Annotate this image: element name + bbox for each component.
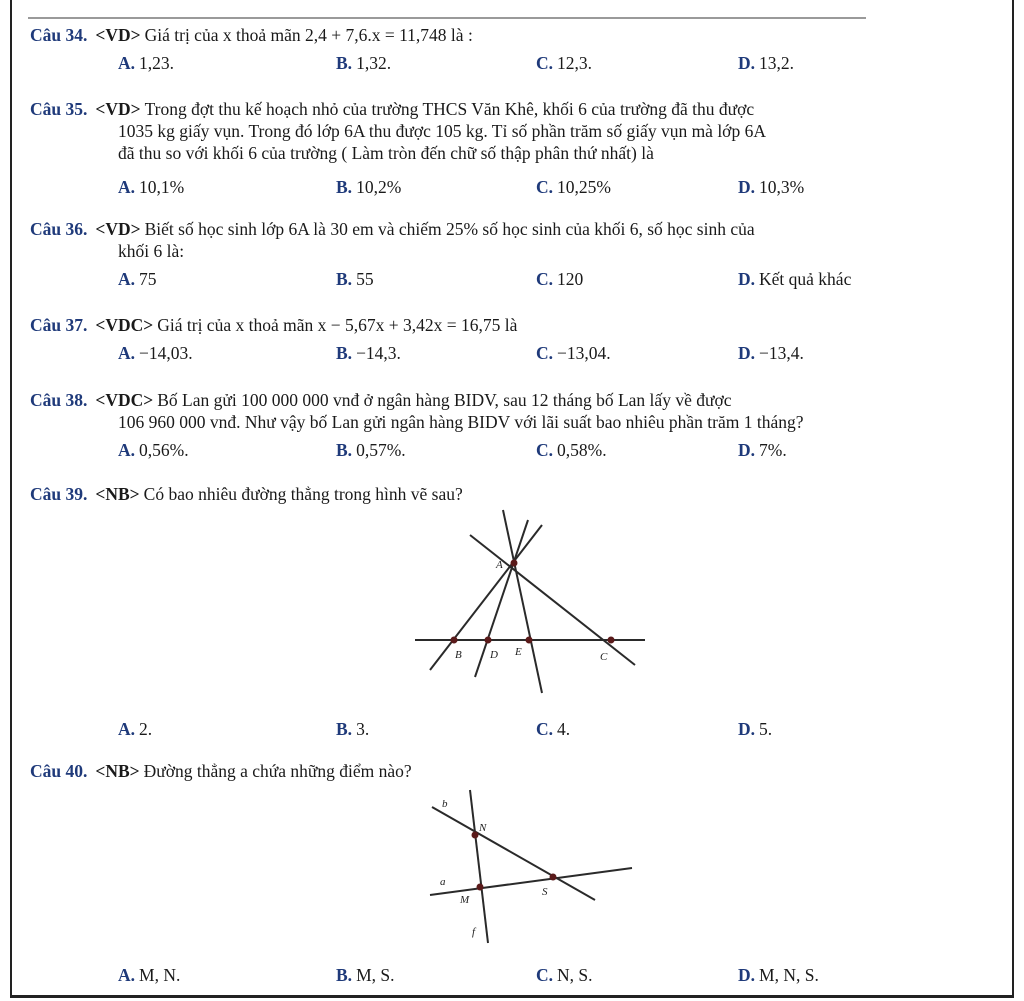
question-text: Giá trị của x thoả mãn 2,4 + 7,6.x = 11,748 là : xyxy=(144,25,473,45)
label-b: b xyxy=(442,798,448,810)
label-m: M xyxy=(460,894,470,906)
question-text: Đường thẳng a chứa những điểm nào? xyxy=(143,761,412,781)
line-b xyxy=(432,807,595,900)
option-a[interactable]: A. 10,1% xyxy=(118,177,185,197)
point-a xyxy=(511,560,518,567)
option-b[interactable]: B. −14,3. xyxy=(336,343,401,363)
point-c xyxy=(608,637,615,644)
question-number: Câu 36. xyxy=(30,219,88,239)
question-36 xyxy=(30,218,960,262)
option-a[interactable]: A. 75 xyxy=(118,269,157,289)
option-a[interactable]: A. 1,23. xyxy=(118,53,175,73)
question-number: Câu 34. xyxy=(30,25,88,45)
options-36 xyxy=(118,269,938,291)
option-c[interactable]: C. −13,04. xyxy=(536,343,611,363)
option-a[interactable]: A. −14,03. xyxy=(118,343,193,363)
question-level: <VDC> xyxy=(95,315,154,335)
option-a[interactable]: A. 2. xyxy=(118,719,153,739)
question-34 xyxy=(30,24,960,46)
option-d[interactable]: D. M, N, S. xyxy=(738,965,819,985)
question-text: Trong đợt thu kế hoạch nhỏ của trường THCS Văn Khê, khối 6 của trường đã thu được xyxy=(144,99,755,119)
label-e: E xyxy=(515,646,522,658)
option-b[interactable]: B. M, S. xyxy=(336,965,395,985)
figure-40 xyxy=(420,785,640,950)
question-39 xyxy=(30,483,960,505)
point-b xyxy=(451,637,458,644)
label-d: D xyxy=(490,649,498,661)
option-c[interactable]: C. 10,25% xyxy=(536,177,611,197)
option-d[interactable]: D. 10,3% xyxy=(738,177,805,197)
label-a: A xyxy=(496,559,503,571)
option-c[interactable]: C. 4. xyxy=(536,719,571,739)
option-b[interactable]: B. 10,2% xyxy=(336,177,402,197)
option-c[interactable]: C. 0,58%. xyxy=(536,440,607,460)
options-37 xyxy=(118,343,938,365)
question-level: <VD> xyxy=(95,99,141,119)
point-m xyxy=(477,884,484,891)
option-a[interactable]: A. M, N. xyxy=(118,965,181,985)
option-d[interactable]: D. 5. xyxy=(738,719,773,739)
question-text: Giá trị của x thoả mãn x − 5,67x + 3,42x = 16,75 là xyxy=(157,315,518,335)
point-d xyxy=(485,637,492,644)
question-38 xyxy=(30,389,960,433)
option-b[interactable]: B. 3. xyxy=(336,719,370,739)
top-rule xyxy=(28,17,866,19)
option-d[interactable]: D. 13,2. xyxy=(738,53,795,73)
question-number: Câu 38. xyxy=(30,390,88,410)
options-34 xyxy=(118,53,938,75)
point-n xyxy=(472,832,479,839)
options-40 xyxy=(118,965,938,987)
question-level: <NB> xyxy=(95,484,140,504)
question-text: Biết số học sinh lớp 6A là 30 em và chiếm 25% số học sinh của khối 6, số học sinh của xyxy=(144,219,755,239)
question-number: Câu 35. xyxy=(30,99,88,119)
option-c[interactable]: C. N, S. xyxy=(536,965,593,985)
point-s xyxy=(550,874,557,881)
line-f xyxy=(470,790,488,943)
options-38 xyxy=(118,440,938,462)
option-a[interactable]: A. 0,56%. xyxy=(118,440,189,460)
figure-39 xyxy=(400,505,660,700)
option-d[interactable]: D. 7%. xyxy=(738,440,787,460)
question-text-cont: 1035 kg giấy vụn. Trong đó lớp 6A thu được 105 kg. Tỉ số phần trăm số giấy vụn mà lớp 6A đã thu so với khối 6 của trường ( Làm tròn đến chữ số thập phân thứ nhất) là xyxy=(118,121,766,163)
label-n: N xyxy=(479,822,487,834)
question-level: <VD> xyxy=(95,25,141,45)
option-b[interactable]: B. 0,57%. xyxy=(336,440,406,460)
question-level: <VD> xyxy=(95,219,141,239)
option-b[interactable]: B. 55 xyxy=(336,269,374,289)
label-b: B xyxy=(455,649,462,661)
question-number: Câu 37. xyxy=(30,315,88,335)
label-f: f xyxy=(472,926,476,938)
label-a: a xyxy=(440,876,446,888)
option-d[interactable]: D. −13,4. xyxy=(738,343,804,363)
question-text-cont: 106 960 000 vnđ. Như vậy bố Lan gửi ngân hàng BIDV với lãi suất bao nhiêu phần trăm 1 tháng? xyxy=(118,412,804,432)
line-a xyxy=(430,868,632,895)
question-40 xyxy=(30,760,960,782)
option-d[interactable]: D. Kết quả khác xyxy=(738,269,852,289)
question-text: Bố Lan gửi 100 000 000 vnđ ở ngân hàng BIDV, sau 12 tháng bố Lan lấy về được xyxy=(157,390,732,410)
question-number: Câu 40. xyxy=(30,761,88,781)
question-35 xyxy=(30,98,960,164)
point-e xyxy=(526,637,533,644)
question-text: Có bao nhiêu đường thẳng trong hình vẽ sau? xyxy=(143,484,463,504)
question-number: Câu 39. xyxy=(30,484,88,504)
question-level: <NB> xyxy=(95,761,140,781)
options-35 xyxy=(118,177,938,199)
line-ac xyxy=(470,535,635,665)
label-c: C xyxy=(600,651,608,663)
options-39 xyxy=(118,719,938,741)
question-37 xyxy=(30,314,960,336)
option-c[interactable]: C. 120 xyxy=(536,269,584,289)
label-s: S xyxy=(542,886,548,898)
option-b[interactable]: B. 1,32. xyxy=(336,53,392,73)
question-text-cont: khối 6 là: xyxy=(118,241,185,261)
question-level: <VDC> xyxy=(95,390,154,410)
option-c[interactable]: C. 12,3. xyxy=(536,53,593,73)
